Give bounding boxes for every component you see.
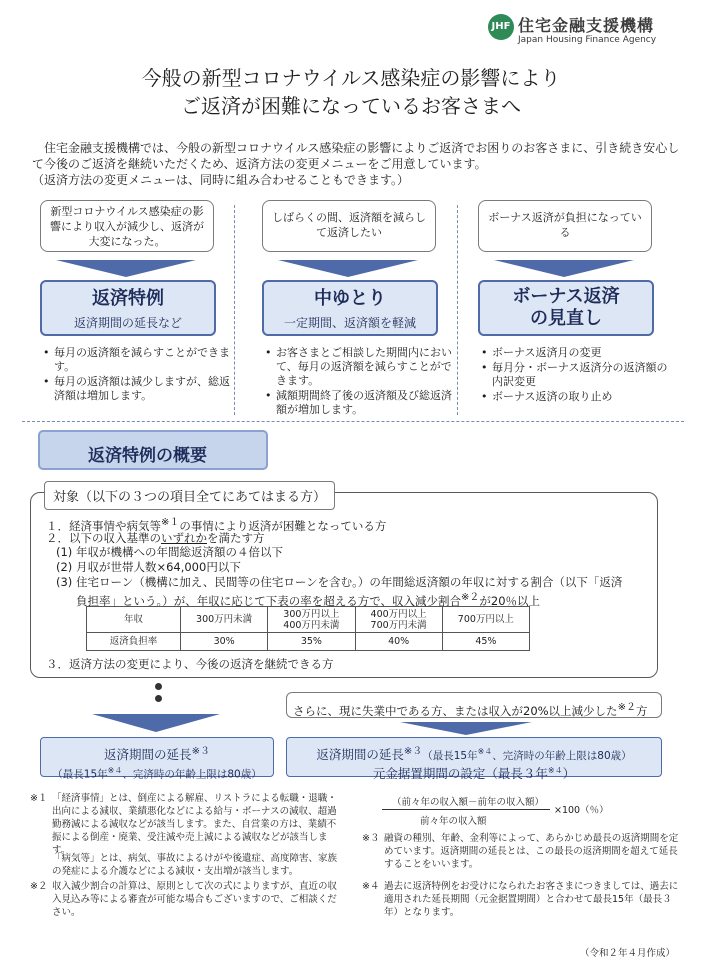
note-4: ※４ 過去に返済特例をお受けになられたお客さまにつきましては、過去に適用された延長期間（元金据置期間）と合わせて最長15年（最長３年）となります。 [362,881,679,918]
page-title-line1: 今般の新型コロナウイルス感染症の影響により [141,66,561,90]
condition-3: ３．返済方法の変更により、今後の返済を継続できる方 [46,657,334,671]
list-item: • 毎月の返済額は減少しますが、総返済額は増加します。 [40,375,230,403]
down-arrow-icon [494,260,634,277]
table-header-cell: 年収 [87,607,181,633]
created-date: （令和２年４月作成） [580,948,676,959]
option-1-bullets [40,346,230,404]
down-arrow-icon [92,714,220,732]
intro-paragraph: 住宅金融支援機構では、今般の新型コロナウイルス感染症の影響によりご返済でお困りのお客さまに、引き続き安心して今後のご返済を継続いただくため、返済方法の変更メニューをご用意しています。 [32,141,680,171]
note-1: ※１ 「経済事情」とは、倒産による解雇、リストラによる転職・退職・出向による減収、業績悪化などによる給与・ボーナスの減収、超過勤務減による減収などが該当します。また、自営業の方は、業績不振による倒産・廃業、受注減や売上減による減収などが該当します。 [30,793,337,856]
section-heading: 返済特例の概要 [38,430,268,470]
scenario-box-1: 新型コロナウイルス感染症の影響により収入が減少し、返済が大変になった。 [40,200,214,252]
table-row [87,607,530,633]
dot-icon [155,683,162,690]
page-title-line2: ご返済が困難になっているお客さまへ [181,94,521,118]
option-3-bullets [478,346,678,405]
formula-numerator: （前々年の収入額－前年の収入額） [392,797,545,808]
option-naka-yutori [262,280,438,336]
list-item: • 毎月の返済額を減らすことができます。 [40,346,230,374]
condition-2: ２．以下の収入基準のいずれかを満たす方 [46,531,265,545]
down-arrow-icon [400,722,532,735]
option-bonus-review [478,280,654,336]
unemployment-box: さらに、現に失業中である方、または収入が20%以上減少した$^{※2}$方 [286,692,662,718]
column-divider [457,205,458,415]
section-divider [22,421,684,422]
table-cell: 45% [442,633,529,651]
table-cell: 35% [268,633,355,651]
down-arrow-icon [278,260,418,277]
list-item: • 減額期間終了後の返済額及び総返済額が増加します。 [262,389,454,417]
option-title: 返済特例 [92,288,164,309]
option-repayment-special [40,280,216,336]
result-box-left: 返済期間の延長$^{※3}$ （最長15年$^{※4}$、完済時の年齢上限は80歳） [40,737,274,777]
option-title: 中ゆとり [314,288,386,309]
result-box-right: 返済期間の延長$^{※3}$（最長15年$^{※4}$、完済時の年齢上限は80歳） 元金据置期間の設定（最長３年$^{※4}$） [286,737,662,777]
table-header-cell: 返済負担率 [87,633,181,651]
list-item: • ボーナス返済月の変更 [478,346,678,360]
repayment-burden-table [86,606,530,651]
org-name-jp: 住宅金融支援機構 [518,16,655,35]
table-cell: 300万円以上 400万円未満 [268,607,355,633]
note-2: ※２ 収入減少割合の計算は、原則として次の式によりますが、直近の収入見込み等による審査が可能な場合もございますので、ご相談ください。 [30,881,338,918]
condition-2-3: (3) 住宅ローン（機構に加え、民間等の住宅ローンを含む。）の年間総返済額の年収に対する割合（以下「返済 [56,575,623,589]
note-3: ※３ 融資の種別、年齢、金利等によって、あらかじめ最長の返済期間を定めています。返済期間の延長とは、この最長の返済期間を超えて延長することをいいます。 [362,833,679,870]
table-cell: 30% [181,633,268,651]
option-2-bullets [262,346,454,418]
table-cell: 40% [355,633,442,651]
table-cell: 300万円未満 [181,607,268,633]
logo-mark-icon: JHF [488,14,514,40]
condition-2-3-cont: 負担率」という。）が、年収に応じて下表の率を超える方で、収入減少割合$^{※2}$が20％以上 [76,592,541,608]
intro-note: （返済方法の変更メニューは、同時に組み合わせることもできます。） [32,173,410,187]
list-item: • ボーナス返済の取り止め [478,390,678,404]
down-arrow-icon [56,260,196,277]
condition-2-2: (2) 月収が世帯人数×64,000円以下 [56,560,241,574]
list-item: • 毎月分・ボーナス返済分の返済額の内訳変更 [478,361,678,389]
formula-fraction-line [382,809,550,810]
scenario-box-2: しばらくの間、返済額を減らして返済したい [262,200,436,252]
column-divider [234,205,235,415]
table-cell: 700万円以上 [442,607,529,633]
option-subtitle: 一定期間、返済額を軽減 [283,316,416,330]
condition-2-1: (1) 年収が機構への年間総返済額の４倍以下 [56,545,283,559]
org-name-en: Japan Housing Finance Agency [518,35,657,45]
scenario-box-3: ボーナス返済が負担になっている [478,200,652,252]
list-item: • お客さまとご相談した期間内において、毎月の返済額を減らすことができます。 [262,346,454,388]
formula-multiplier: ×100（％） [554,805,609,816]
table-cell: 400万円以上 700万円未満 [355,607,442,633]
dot-icon [155,695,162,702]
option-subtitle: 返済期間の延長など [73,316,182,330]
formula-denominator: 前々年の収入額 [420,816,487,827]
option-title: ボーナス返済の見直し [512,286,620,329]
target-heading: 対象（以下の３つの項目全てにあてはまる方） [44,481,335,510]
org-logo [488,10,694,52]
table-row [87,633,530,651]
note-1-sick: 「病気等」とは、病気、事故によるけがや後遺症、高度障害、家族の発症による介護などによる減収・支出増が該当します。 [52,853,338,877]
condition-1: １．経済事情や病気等$^{※1}$の事情により返済が困難となっている方 [46,517,387,533]
